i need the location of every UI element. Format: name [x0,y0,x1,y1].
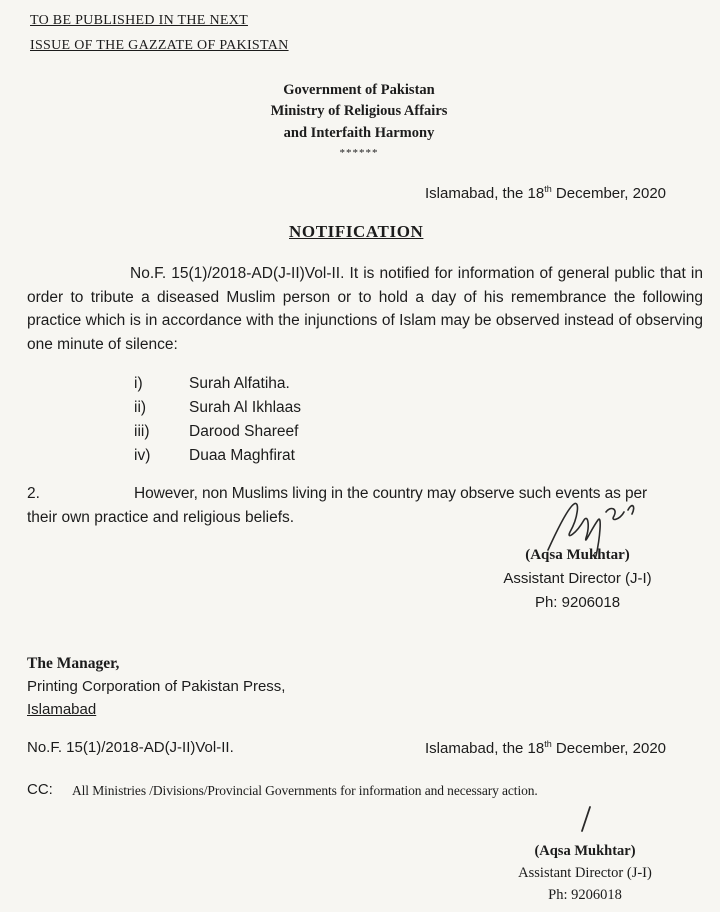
paragraph-2-line2: their own practice and religious beliefs. [27,509,295,526]
issue-date: Islamabad, the 18th December, 2020 [425,184,667,202]
letterhead-line1: Government of Pakistan [283,82,435,98]
cc-label: CC: [27,781,53,798]
paragraph-2-number: 2. [27,485,40,502]
signatory-phone-2: Ph: 9206018 [548,887,622,903]
list-item-number: iii) [134,423,150,440]
paragraph-2-line1: However, non Muslims living in the country may observe such events as per [134,485,648,502]
notification-title: NOTIFICATION [289,222,424,241]
list-item-number: iv) [134,447,151,464]
list-item-number: ii) [134,399,147,416]
list-item-text: Surah Alfatiha. [189,375,290,392]
signatory-designation: Assistant Director (J-I) [503,570,652,587]
letterhead-line2: Ministry of Religious Affairs [270,103,448,119]
addressee-line2: Printing Corporation of Pakistan Press, [27,678,286,695]
addressee-line3: Islamabad [27,701,97,718]
signatory-designation-2: Assistant Director (J-I) [518,865,652,881]
list-item-text: Darood Shareef [189,423,299,440]
reference-number: No.F. 15(1)/2018-AD(J-II)Vol-II. [27,739,234,756]
signatory-name-2: (Aqsa Mukhtar) [534,843,636,859]
notification-paragraph-1: No.F. 15(1)/2018-AD(J-II)Vol-II. It is notified for information of general public that in order to tribute a diseased Muslim person or to hold a day of his remembrance the following practice which is in accordance with the injunctions of Islam may be observed instead of observing one minute of silence: [27,265,703,353]
cc-text: All Ministries /Divisions/Provincial Governments for information and necessary action. [72,783,538,798]
signature-stroke [576,804,596,834]
letterhead-stars: ****** [339,147,379,159]
letterhead-line3: and Interfaith Harmony [283,125,435,141]
signatory-name: (Aqsa Mukhtar) [525,547,630,563]
list-item-text: Surah Al Ikhlaas [189,399,302,416]
signatory-phone: Ph: 9206018 [534,594,621,611]
reference-date: Islamabad, the 18th December, 2020 [425,739,667,757]
publish-note-line1: TO BE PUBLISHED IN THE NEXT [30,13,248,28]
list-item-text: Duaa Maghfirat [189,447,295,464]
publish-note-line2: ISSUE OF THE GAZZATE OF PAKISTAN [30,38,289,53]
list-item-number: i) [134,375,143,392]
addressee-line1: The Manager, [27,655,120,672]
